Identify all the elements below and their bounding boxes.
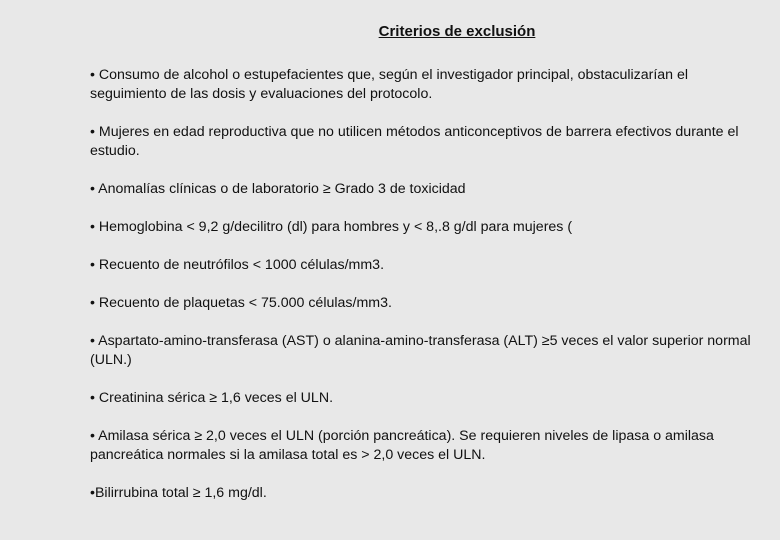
criterion-amylase: • Amilasa sérica ≥ 2,0 veces el ULN (porción pancreática). Se requieren niveles de lipasa o amilasa pancreática normales si la amilasa total es > 2,0 veces el ULN. <box>90 428 714 463</box>
exclusion-criteria-list <box>90 66 760 522</box>
criterion-bilirubin: •Bilirrubina total ≥ 1,6 mg/dl. <box>90 485 267 501</box>
slide-title: Criterios de exclusión <box>378 23 536 40</box>
criterion-creatinine: • Creatinina sérica ≥ 1,6 veces el ULN. <box>90 390 334 406</box>
criterion-alcohol: • Consumo de alcohol o estupefacientes que, según el investigador principal, obstaculizarían el seguimiento de las dosis y evaluaciones del protocolo. <box>90 67 689 102</box>
criterion-toxicity-grade: • Anomalías clínicas o de laboratorio ≥ Grado 3 de toxicidad <box>90 181 466 197</box>
criterion-contraception: • Mujeres en edad reproductiva que no utilicen métodos anticonceptivos de barrera efectivos durante el estudio. <box>90 124 739 159</box>
criterion-transaminases: • Aspartato-amino-transferasa (AST) o alanina-amino-transferasa (ALT) ≥5 veces el valor superior normal (ULN.) <box>90 333 751 368</box>
criterion-neutrophils: • Recuento de neutrófilos < 1000 células/mm3. <box>90 257 385 273</box>
criterion-hemoglobin: • Hemoglobina < 9,2 g/decilitro (dl) para hombres y < 8,.8 g/dl para mujeres ( <box>90 219 573 235</box>
criterion-platelets: • Recuento de plaquetas < 75.000 células/mm3. <box>90 295 392 311</box>
